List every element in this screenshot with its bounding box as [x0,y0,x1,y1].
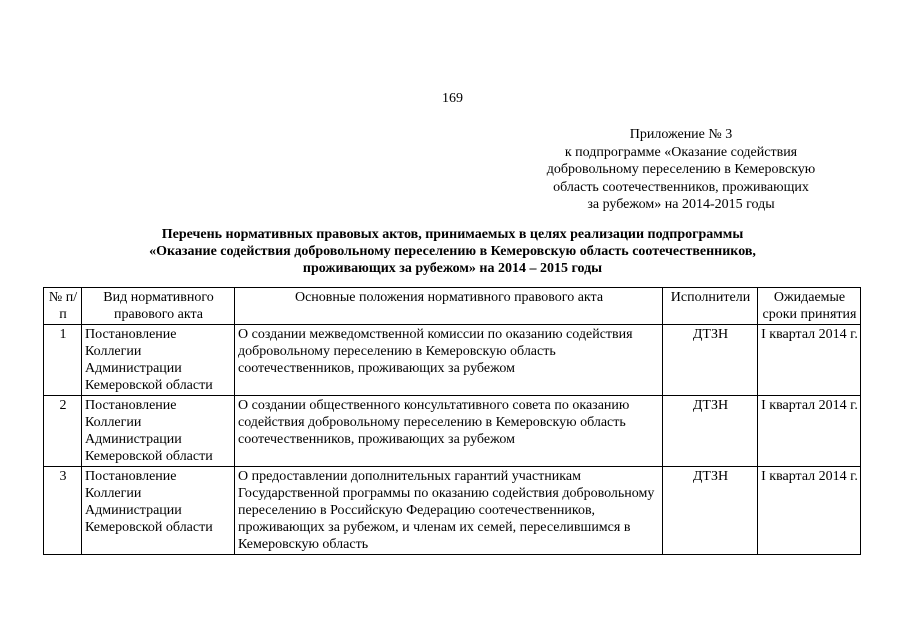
row-main-provisions: О предоставлении дополнительных гарантий участникам Государственной программы по оказанию содействия добровольному переселению в Российскую Федерацию соотечественников, проживающих за рубежом, и членам их семей, переселившимся в Кемеровскую область [235,467,663,555]
header-number: № п/п [44,288,82,325]
row-number: 2 [44,396,82,467]
document-title [60,226,845,277]
row-expected-date: I квартал 2014 г. [758,325,861,396]
title-line: проживающих за рубежом» на 2014 – 2015 годы [302,261,603,276]
table-row [44,467,861,555]
header-expected-dates: Ожидаемые сроки принятия [758,288,861,325]
title-line: «Оказание содействия добровольному переселению в Кемеровскую область соотечественников, [149,244,756,259]
annex-line: Приложение № 3 [629,127,733,142]
annex-line: к подпрограмме «Оказание содействия [564,144,798,160]
table-header-row [44,288,861,325]
row-executor: ДТЗН [663,396,758,467]
header-executors: Исполнители [663,288,758,325]
annex-heading [520,126,842,214]
header-act-type: Вид нормативного правового акта [82,288,235,325]
row-expected-date: I квартал 2014 г. [758,467,861,555]
table-row [44,396,861,467]
annex-line: за рубежом» на 2014-2015 годы [587,197,775,212]
page-number: 169 [442,91,463,106]
row-act-type: Постановление Коллегии Администрации Кемеровской области [82,325,235,396]
annex-line: область соотечественников, проживающих [553,179,809,195]
row-expected-date: I квартал 2014 г. [758,396,861,467]
row-main-provisions: О создании общественного консультативного совета по оказанию содействия добровольному переселению в Кемеровскую область соотечественников, проживающих за рубежом [235,396,663,467]
row-executor: ДТЗН [663,467,758,555]
row-executor: ДТЗН [663,325,758,396]
annex-line: добровольному переселению в Кемеровскую [546,162,816,177]
row-main-provisions: О создании межведомственной комиссии по оказанию содействия добровольному переселению в Кемеровскую область соотечественников, проживающих за рубежом [235,325,663,396]
row-act-type: Постановление Коллегии Администрации Кемеровской области [82,396,235,467]
row-act-type: Постановление Коллегии Администрации Кемеровской области [82,467,235,555]
header-main-provisions: Основные положения нормативного правового акта [235,288,663,325]
title-line: Перечень нормативных правовых актов, принимаемых в целях реализации подпрограммы [161,227,744,242]
table-row [44,325,861,396]
legal-acts-table [43,287,861,555]
row-number: 3 [44,467,82,555]
row-number: 1 [44,325,82,396]
